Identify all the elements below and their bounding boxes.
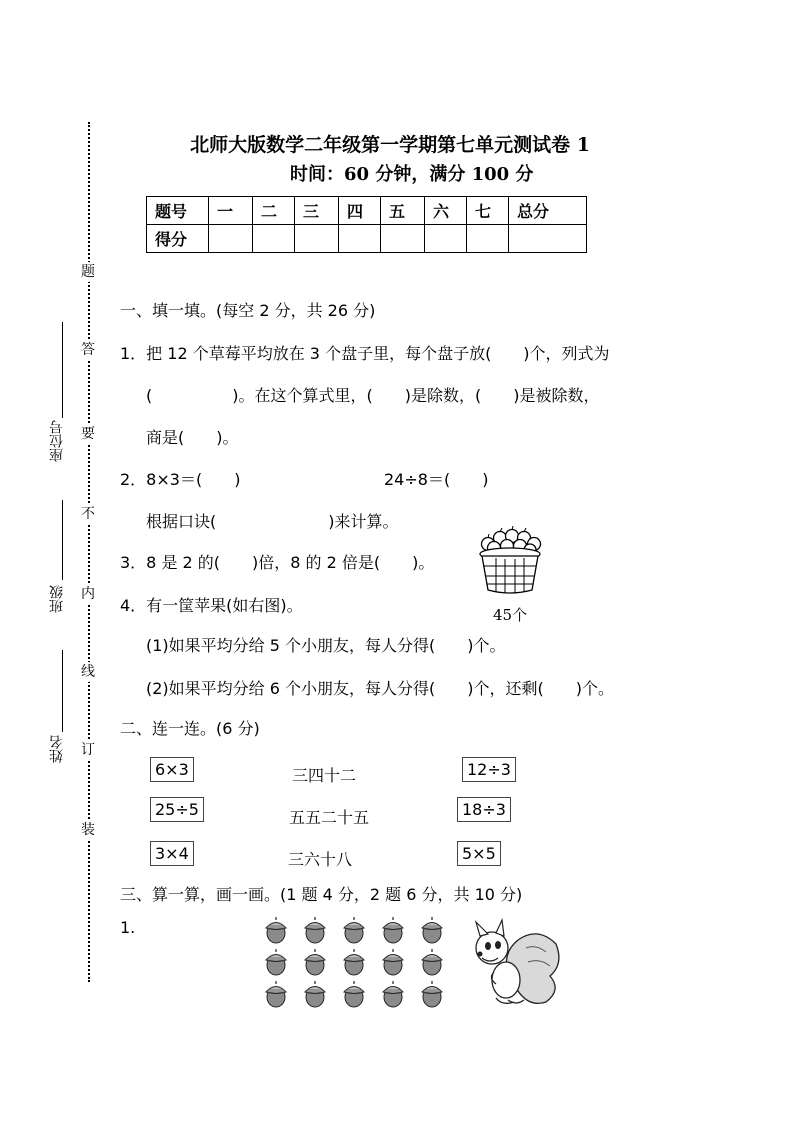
margin-char: 内 xyxy=(81,586,95,602)
score-input-cell[interactable] xyxy=(295,225,339,253)
score-table-cell: 五 xyxy=(381,197,425,225)
section2-heading: 二、连一连。(6 分) xyxy=(120,719,260,738)
page-title: 北师大版数学二年级第一学期第七单元测试卷 1 xyxy=(190,134,590,156)
match-left-item[interactable]: 25÷5 xyxy=(150,797,204,822)
question-3: 3．8 是 2 的( )倍，8 的 2 倍是( )。 xyxy=(120,553,435,572)
match-middle-item[interactable]: 三四十二 xyxy=(292,766,357,785)
score-input-cell[interactable] xyxy=(509,225,587,253)
score-input-cell[interactable] xyxy=(381,225,425,253)
score-table xyxy=(146,196,587,253)
question-4-part2: (2)如果平均分给 6 个小朋友，每人分得( )个，还剩( )个。 xyxy=(146,679,614,698)
question-1-line2: ( )。在这个算式里，( )是除数，( )是被除数， xyxy=(146,386,600,405)
margin-char: 不 xyxy=(81,506,95,522)
margin-char: 线 xyxy=(81,664,95,680)
score-table-cell: 得分 xyxy=(147,225,209,253)
match-right-item[interactable]: 12÷3 xyxy=(462,757,516,782)
seat-number-blank[interactable] xyxy=(62,322,63,418)
score-table-cell: 三 xyxy=(295,197,339,225)
score-table-cell: 四 xyxy=(339,197,381,225)
margin-char: 装 xyxy=(81,822,95,838)
score-input-cell[interactable] xyxy=(467,225,509,253)
section3-heading: 三、算一算，画一画。(1 题 4 分，2 题 6 分，共 10 分) xyxy=(120,885,523,904)
score-table-score-row xyxy=(147,225,587,253)
class-label: 班级 xyxy=(49,585,65,613)
section1-heading: 一、填一填。(每空 2 分，共 26 分) xyxy=(120,301,376,320)
squirrel-image xyxy=(466,918,564,1008)
question-2a: 2．8×3＝( ) xyxy=(120,470,241,489)
score-input-cell[interactable] xyxy=(339,225,381,253)
page-subtitle: 时间：60 分钟，满分 100 分 xyxy=(290,164,534,185)
question-2-line2: 根据口诀( )来计算。 xyxy=(146,512,399,531)
score-table-cell: 题号 xyxy=(147,197,209,225)
name-label: 姓名 xyxy=(49,735,65,763)
margin-char: 订 xyxy=(81,742,95,758)
margin-char: 要 xyxy=(81,426,95,442)
question-4: 4．有一筐苹果(如右图)。 xyxy=(120,596,303,615)
match-left-item[interactable]: 3×4 xyxy=(150,841,194,866)
apple-basket-image xyxy=(474,524,546,600)
margin-char: 答 xyxy=(81,342,95,358)
basket-count-label: 45个 xyxy=(493,606,528,624)
question-1-line1: 1．把 12 个草莓平均放在 3 个盘子里，每个盘子放( )个，列式为 xyxy=(120,344,610,363)
score-table-cell: 一 xyxy=(209,197,253,225)
score-table-cell: 七 xyxy=(467,197,509,225)
score-table-cell: 二 xyxy=(253,197,295,225)
match-middle-item[interactable]: 五五二十五 xyxy=(289,808,370,827)
section3-question-1-number: 1. xyxy=(120,918,136,937)
score-table-cell: 总分 xyxy=(509,197,587,225)
seat-number-label: 座位号 xyxy=(49,420,65,462)
class-blank[interactable] xyxy=(62,500,63,580)
score-input-cell[interactable] xyxy=(253,225,295,253)
acorn-grid-image xyxy=(262,914,452,1014)
match-right-item[interactable]: 5×5 xyxy=(457,841,501,866)
score-input-cell[interactable] xyxy=(209,225,253,253)
score-input-cell[interactable] xyxy=(425,225,467,253)
margin-char: 题 xyxy=(81,264,95,280)
match-right-item[interactable]: 18÷3 xyxy=(457,797,511,822)
match-left-item[interactable]: 6×3 xyxy=(150,757,194,782)
question-4-part1: (1)如果平均分给 5 个小朋友，每人分得( )个。 xyxy=(146,636,506,655)
score-table-cell: 六 xyxy=(425,197,467,225)
binding-dotted-line xyxy=(88,122,90,982)
name-blank[interactable] xyxy=(62,650,63,732)
question-2b: 24÷8＝( ) xyxy=(384,470,489,489)
match-middle-item[interactable]: 三六十八 xyxy=(288,850,353,869)
score-table-header-row xyxy=(147,197,587,225)
question-1-line3: 商是( )。 xyxy=(146,428,239,447)
